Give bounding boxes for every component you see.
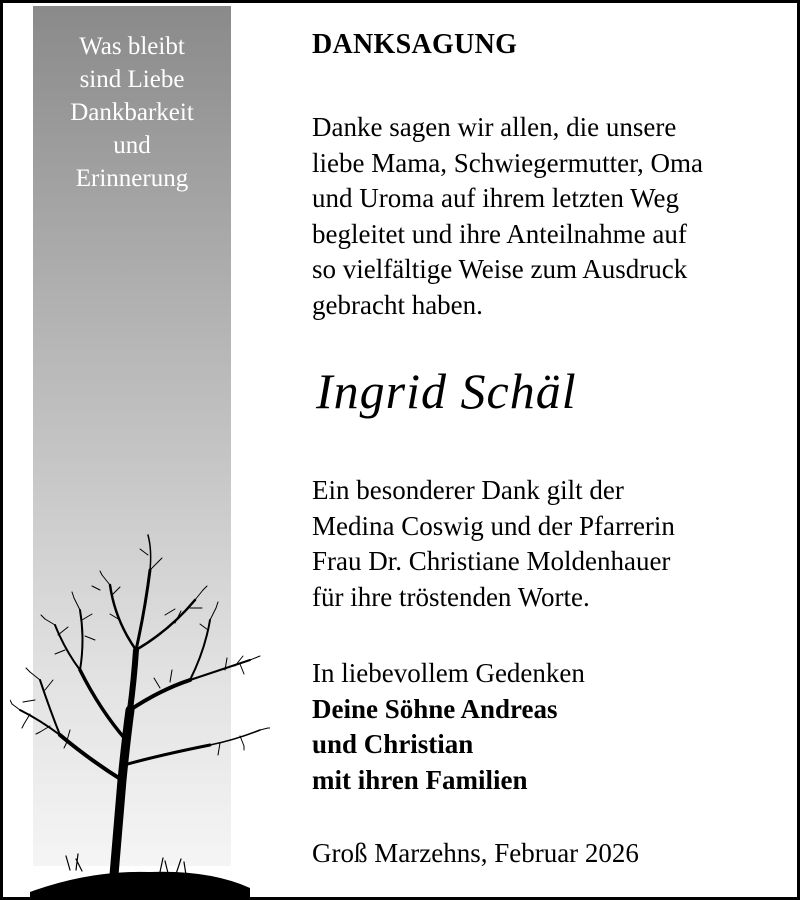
thanks-line: Frau Dr. Christiane Moldenhauer bbox=[312, 546, 671, 576]
side-quote-line: Erinnerung bbox=[75, 165, 189, 192]
intro-line: und Uroma auf ihrem letzten Weg bbox=[312, 183, 679, 213]
thanks-line: Medina Coswig und der Pfarrerin bbox=[312, 510, 675, 541]
side-quote bbox=[33, 30, 231, 195]
intro-line: begleitet und ihre Anteilnahme auf bbox=[312, 218, 687, 249]
signature-block bbox=[312, 656, 585, 798]
family-line: Deine Söhne Andreas bbox=[312, 693, 558, 724]
heading-title: DANKSAGUNG bbox=[312, 29, 518, 60]
side-quote-line: Was bleibt bbox=[79, 33, 185, 60]
family-line: mit ihren Familien bbox=[312, 764, 528, 795]
intro-line: liebe Mama, Schwiegermutter, Oma bbox=[312, 147, 704, 178]
intro-line: so vielfältige Weise zum Ausdruck bbox=[312, 254, 688, 284]
intro-line: Danke sagen wir allen, die unsere bbox=[312, 112, 677, 142]
thanks-paragraph bbox=[312, 473, 675, 615]
side-quote-line: sind Liebe bbox=[79, 66, 185, 93]
thanks-line: Ein besonderer Dank gilt der bbox=[312, 475, 624, 505]
thanks-line: für ihre tröstenden Worte. bbox=[312, 581, 590, 612]
side-quote-line: Dankbarkeit bbox=[70, 99, 194, 126]
intro-line: gebracht haben. bbox=[312, 289, 483, 320]
memory-line: In liebevollem Gedenken bbox=[312, 658, 585, 688]
side-quote-line: und bbox=[113, 132, 151, 159]
family-line: und Christian bbox=[312, 729, 474, 759]
intro-paragraph bbox=[312, 110, 703, 323]
place-date: Groß Marzehns, Februar 2026 bbox=[312, 838, 639, 868]
deceased-name: Ingrid Schäl bbox=[316, 363, 577, 419]
tree-silhouette-icon bbox=[10, 530, 270, 900]
